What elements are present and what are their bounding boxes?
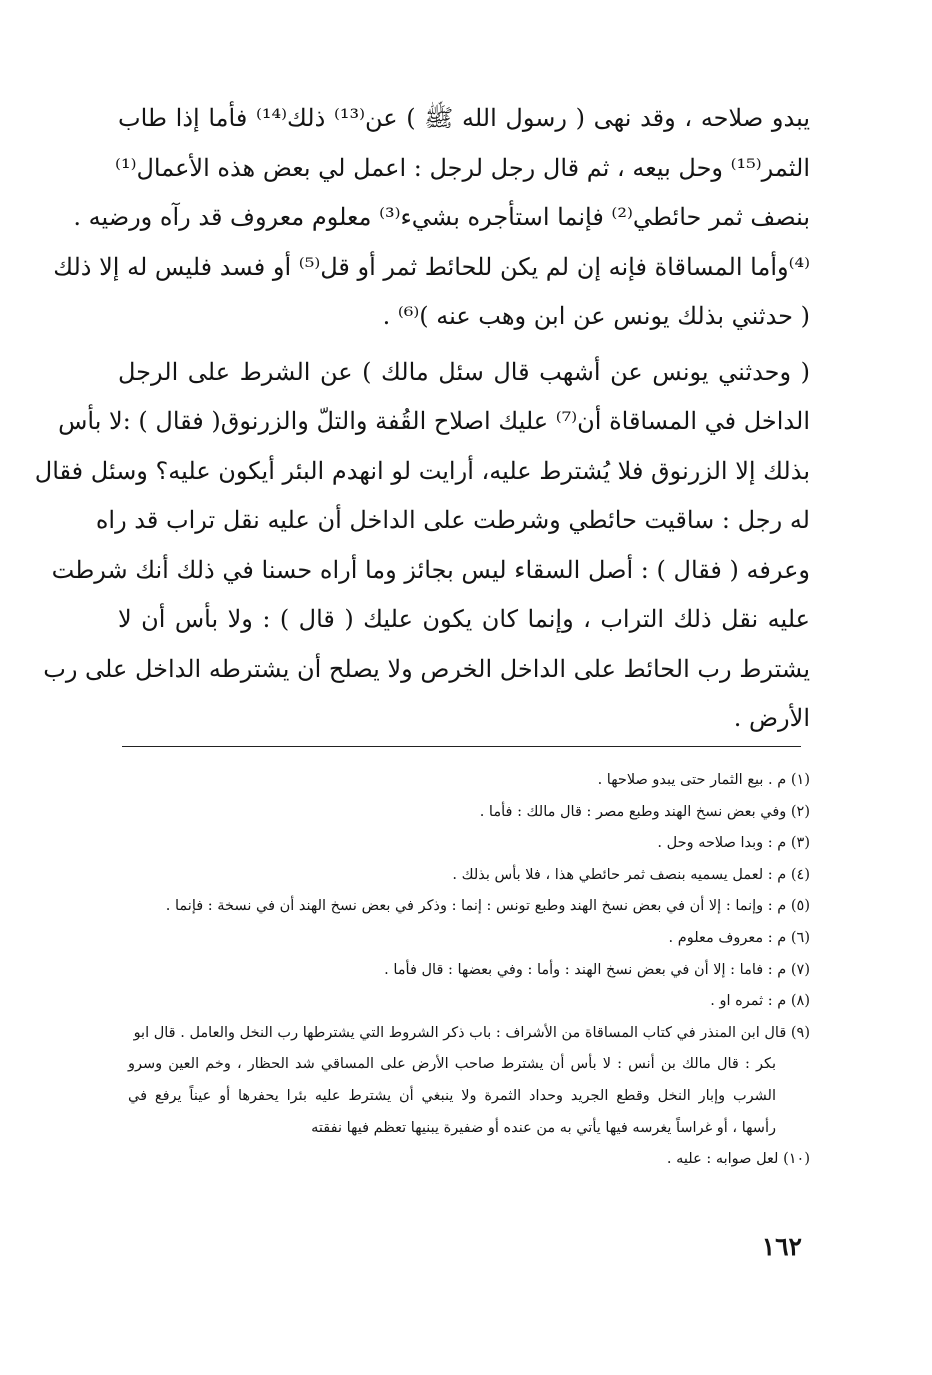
footnote-9-continuation: الشرب وإبار النخل وقطع الجريد وحداد الثمرة ولا ينبغي أن يشترط عليه بئرا يحفرها أو عيناً يرفع في bbox=[128, 1087, 776, 1104]
footnote-3: (٣) م : وبدا صلاحه وحل . bbox=[657, 835, 810, 852]
footnote-9-continuation: رأسها ، أو غراساً يغرسه فيها يأتي به من عنده أو ضفيرة يبنيها تعظم فيها نفقته bbox=[311, 1119, 776, 1136]
footnote-2: (٢) وفي بعض نسخ الهند وطبع مصر : قال مالك : فأما . bbox=[479, 803, 810, 820]
main-text bbox=[34, 94, 811, 744]
text-line: الداخل في المساقاة أن⁽⁷⁾ عليك اصلاح القُفة والتلّ والزرنوق( فقال ) :لا بأس bbox=[58, 407, 810, 435]
text-line: بذلك إلا الزرنوق فلا يُشترط عليه، أرايت لو انهدم البئر أيكون عليه؟ وسئل فقال bbox=[34, 456, 810, 485]
footnote-divider bbox=[122, 746, 801, 747]
text-line: عليه نقل ذلك التراب ، وإنما كان يكون عليك ( قال ) : ولا بأس أن لا bbox=[118, 605, 810, 633]
text-line: ⁽⁴⁾وأما المساقاة فإنه إن لم يكن للحائط ثمر أو قل⁽⁵⁾ أو فسد فليس له إلا ذلك bbox=[53, 252, 810, 281]
footnote-10: (١٠) لعل صوابه : عليه . bbox=[666, 1151, 810, 1168]
text-line: ( حدثني بذلك يونس عن ابن وهب عنه )⁽⁶⁾ . bbox=[382, 302, 810, 330]
paragraph-b bbox=[34, 348, 810, 744]
footnote-5: (٥) م : وإنما : إلا أن في بعض نسخ الهند وطبع تونس : إنما : وذكر في بعض نسخ الهند أن في نسخة : فإنما . bbox=[165, 898, 810, 915]
page-number: ١٦٢ bbox=[761, 1232, 802, 1261]
footnote-8: (٨) م : ثمره او . bbox=[710, 993, 810, 1010]
footnote-6: (٦) م : معروف معلوم . bbox=[668, 929, 810, 946]
text-line: الثمر⁽¹⁵⁾ وحل بيعه ، ثم قال رجل لرجل : اعمل لي بعض هذه الأعمال⁽¹⁾ bbox=[115, 153, 810, 182]
footnote-7: (٧) م : فاما : إلا أن في بعض نسخ الهند : وأما : وفي بعضها : قال فأما . bbox=[384, 961, 810, 978]
text-line: يشترط رب الحائط على الداخل الخرص ولا يصلح أن يشترطه الداخل على رب bbox=[43, 654, 810, 683]
text-line: له رجل : ساقيت حائطي وشرطت على الداخل أن عليه نقل تراب قد راه bbox=[95, 506, 810, 534]
paragraph-a bbox=[53, 94, 811, 342]
text-line: يبدو صلاحه ، وقد نهى ( رسول الله ﷺ ) عن⁽¹³⁾ ذلك⁽¹⁴⁾ فأما إذا طاب bbox=[118, 104, 811, 132]
footnote-9: (٩) قال ابن المنذر في كتاب المساقاة من الأشراف : باب ذكر الشروط التي يشترطها رب النخل والعامل . قال ابو bbox=[133, 1024, 810, 1041]
footnote-4: (٤) م : لعمل يسميه بنصف ثمر حائطي هذا ، فلا بأس بذلك . bbox=[452, 866, 810, 883]
footnote-1: (١) م . بيع الثمار حتى يبدو صلاحها . bbox=[597, 772, 810, 788]
footnote-9-continuation: بكر : قال مالك بن أنس : لا بأس أن يشترط صاحب الأرض على المساقي شد الحظار ، وخم العين وسرو bbox=[128, 1056, 776, 1073]
text-line: بنصف ثمر حائطي⁽²⁾ فإنما استأجره بشيء⁽³⁾ معلوم معروف قد رآه ورضيه . bbox=[73, 203, 810, 231]
text-line: وعرفه ( فقال ) : أصل السقاء ليس بجائز وما أراه حسنا في ذلك أنك شرطت bbox=[51, 555, 810, 584]
text-line: ( وحدثني يونس عن أشهب قال سئل مالك ) عن الشرط على الرجل bbox=[118, 357, 810, 386]
footnotes bbox=[128, 765, 810, 1176]
text-line: الأرض . bbox=[733, 704, 810, 732]
